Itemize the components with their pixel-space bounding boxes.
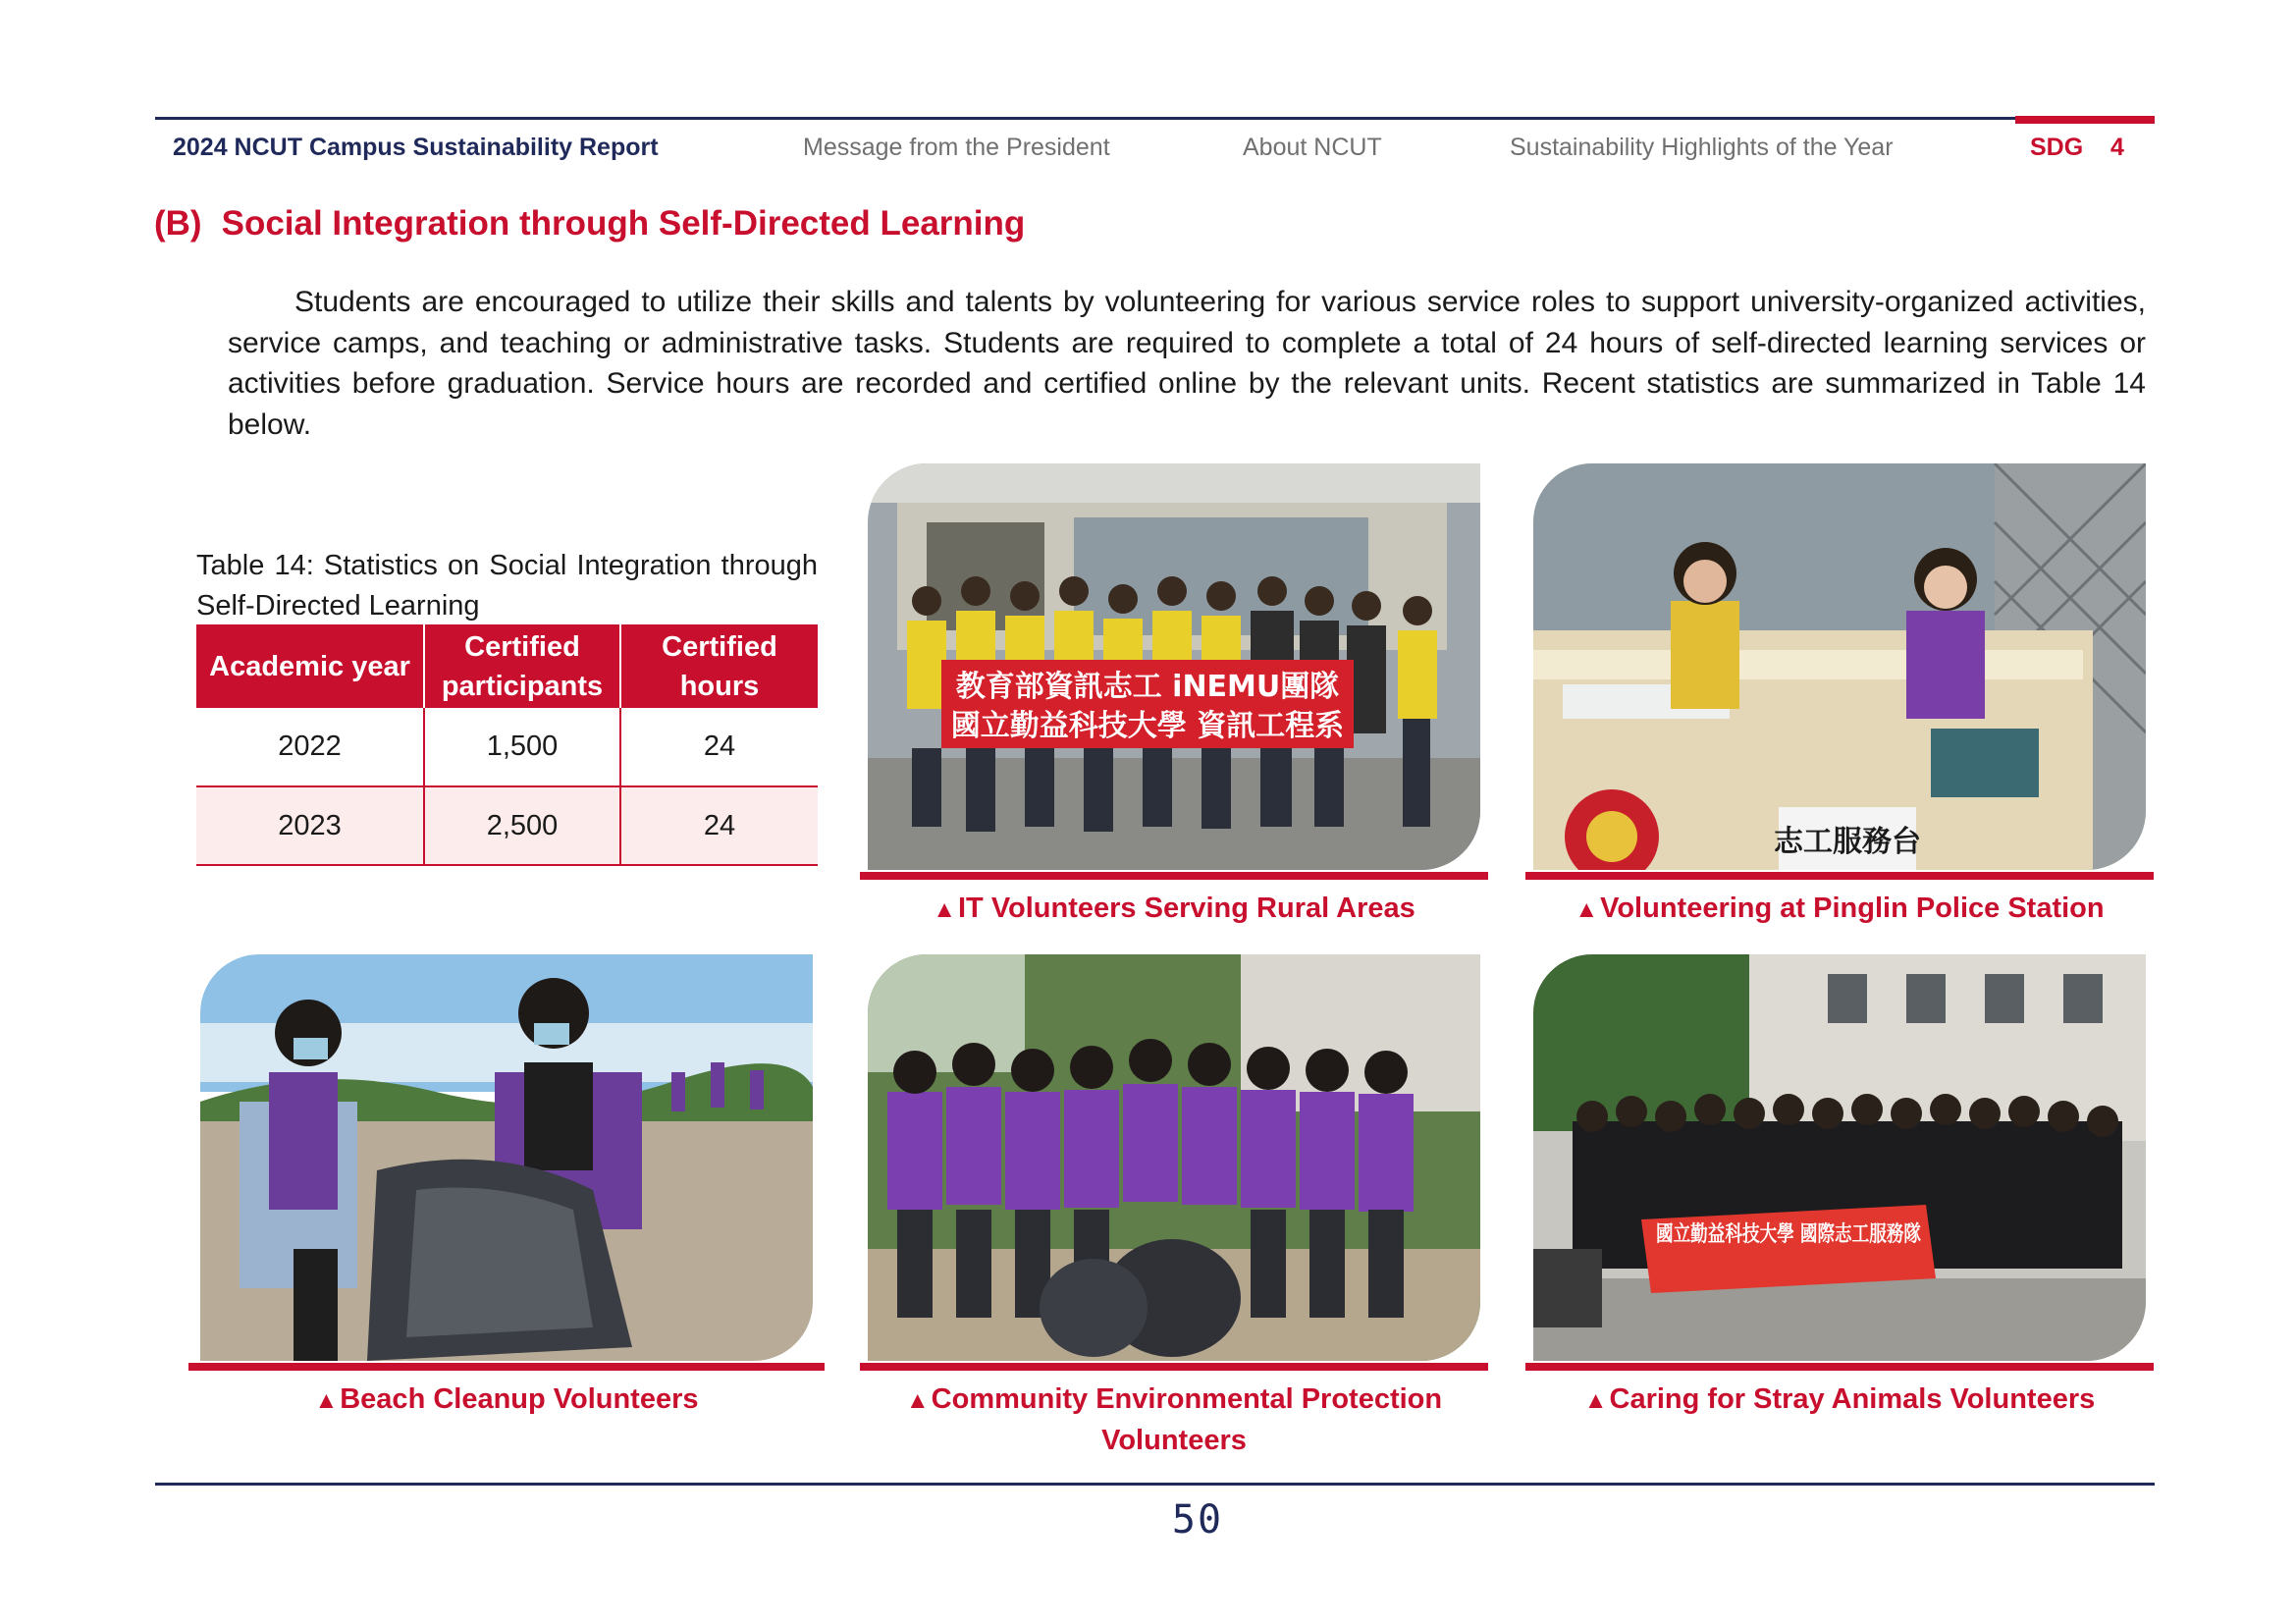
desk-sign-text: 志工服務台 [1774, 825, 1921, 859]
header-certified-hours: Certified hours [620, 624, 818, 708]
banner-text-line2: 國立勤益科技大學 資訊工程系 [950, 709, 1345, 743]
photo-it-volunteers [868, 463, 1480, 870]
photo-caption-bar [860, 1363, 1488, 1371]
caption-it-volunteers [860, 889, 1488, 930]
section-label: (B) [154, 204, 202, 243]
table-row [196, 708, 818, 786]
photo-community-environment [868, 954, 1480, 1361]
photo-police-station [1533, 463, 2146, 870]
sdg-number: 4 [2110, 134, 2124, 161]
sdg-label: SDG [2030, 134, 2084, 161]
page-number: 50 [1171, 1497, 1224, 1543]
header-academic-year: Academic year [196, 624, 424, 708]
caption-text: IT Volunteers Serving Rural Areas [958, 893, 1415, 924]
triangle-marker-icon: ▲ [314, 1387, 339, 1414]
cell-participants: 2,500 [424, 786, 620, 865]
caption-community-environment [860, 1380, 1488, 1461]
photo-caption-bar [1525, 872, 2154, 880]
caption-text: Caring for Stray Animals Volunteers [1609, 1383, 2096, 1415]
intro-paragraph: Students are encouraged to utilize their skills and talents by volunteering for various service roles to support university-organized activities, service camps, and teaching or administrative tasks. Students are required to complete a total of 24 hours of self-directed learning services or activities before graduation. Service hours are recorded and certified online by the relevant units. Recent statistics are summarized in Table 14 below. [228, 286, 2146, 441]
banner-text-line1: 教育部資訊志工 iNEMU團隊 [955, 670, 1340, 704]
caption-text: Community Environmental Protection Volunteers [931, 1383, 1443, 1456]
report-title: 2024 NCUT Campus Sustainability Report [173, 134, 659, 161]
section-title: Social Integration through Self-Directed Learning [221, 204, 1026, 243]
section-heading [154, 204, 1025, 244]
cell-hours: 24 [620, 708, 818, 786]
cell-participants: 1,500 [424, 708, 620, 786]
table-row [196, 786, 818, 865]
photo-caption-bar [860, 872, 1488, 880]
cell-hours: 24 [620, 786, 818, 865]
header-rule [155, 117, 2155, 120]
photo-caption-bar [188, 1363, 825, 1371]
caption-text: Beach Cleanup Volunteers [340, 1383, 699, 1415]
photo-caption-bar [1525, 1363, 2154, 1371]
footer-rule [155, 1483, 2155, 1486]
nav-message-from-president[interactable]: Message from the President [803, 134, 1110, 161]
statistics-table [196, 624, 818, 866]
caption-stray-animals [1525, 1380, 2154, 1421]
nav-about-ncut[interactable]: About NCUT [1243, 134, 1382, 161]
header-certified-participants: Certified participants [424, 624, 620, 708]
triangle-marker-icon: ▲ [1583, 1387, 1608, 1414]
nav-sustainability-highlights[interactable]: Sustainability Highlights of the Year [1510, 134, 1894, 161]
cell-year: 2022 [196, 708, 424, 786]
triangle-marker-icon: ▲ [1575, 896, 1599, 923]
photo-stray-animals [1533, 954, 2146, 1361]
cell-year: 2023 [196, 786, 424, 865]
caption-beach-cleanup [188, 1380, 825, 1421]
triangle-marker-icon: ▲ [905, 1387, 930, 1414]
table-caption: Table 14: Statistics on Social Integration through Self-Directed Learning [196, 550, 818, 622]
caption-text: Volunteering at Pinglin Police Station [1600, 893, 2105, 924]
photo-beach-cleanup [200, 954, 813, 1361]
banner-text: 國立勤益科技大學 國際志工服務隊 [1656, 1222, 1988, 1247]
triangle-marker-icon: ▲ [933, 896, 956, 923]
caption-police-station [1525, 889, 2154, 930]
table-header-row [196, 624, 818, 708]
header-accent-bar [2015, 116, 2155, 124]
